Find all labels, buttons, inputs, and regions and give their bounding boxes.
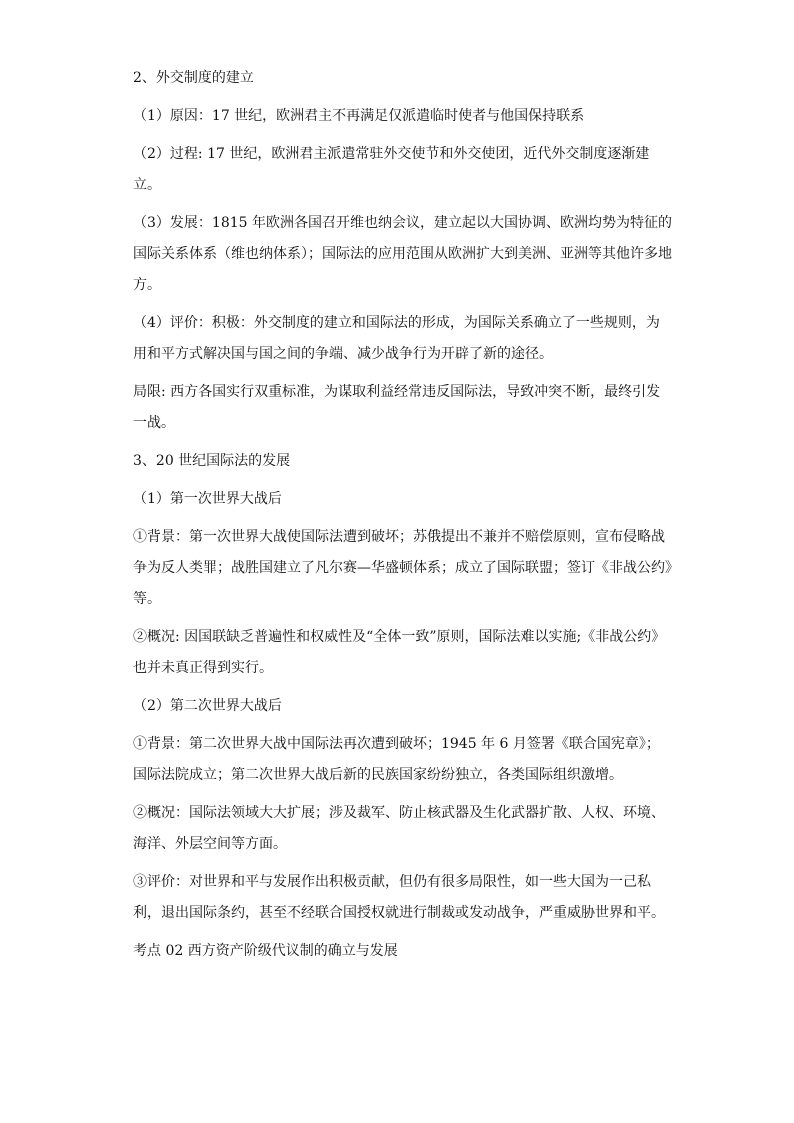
subheading-after-wwi: （1）第一次世界大战后 <box>133 491 282 507</box>
paragraph-limitation: 局限: 西方各国实行双重标准，为谋取利益经常违反国际法，导致冲突不断，最终引发一战。 <box>133 384 661 431</box>
section-heading-exam-point-02: 考点 02 西方资产阶级代议制的确立与发展 <box>133 943 398 959</box>
paragraph-process: （2）过程: 17 世纪，欧洲君主派遣常驻外交使节和外交使团，近代外交制度逐渐建立。 <box>133 146 650 193</box>
paragraph-development: （3）发展：1815 年欧洲各国召开维也纳会议，建立起以大国协调、欧洲均势为特征的国际关系体系（维也纳体系）；国际法的应用范围从欧洲扩大到美洲、亚洲等其他许多地方。 <box>133 215 672 293</box>
document-body <box>133 63 673 974</box>
paragraph-wwii-evaluation: ③评价：对世界和平与发展作出积极贡献，但仍有很多局限性，如一些大国为一己私利，退出国际条约，甚至不经联合国授权就进行制裁或发动战争，严重威胁世界和平。 <box>133 874 665 921</box>
paragraph-wwii-background: ①背景：第二次世界大战中国际法再次遭到破坏；1945 年 6 月签署《联合国宪章》；国际法院成立；第二次世界大战后新的民族国家纷纷独立，各类国际组织激增。 <box>133 736 660 783</box>
section-heading-international-law: 3、20 世纪国际法的发展 <box>133 453 291 469</box>
subheading-after-wwii: （2）第二次世界大战后 <box>133 698 282 714</box>
paragraph-cause: （1）原因：17 世纪，欧洲君主不再满足仅派遣临时使者与他国保持联系 <box>133 108 585 124</box>
paragraph-wwi-background: ①背景：第一次世界大战使国际法遭到破坏；苏俄提出不兼并不赔偿原则，宣布侵略战争为反人类罪；战胜国建立了凡尔赛—华盛顿体系；成立了国际联盟；签订《非战公约》等。 <box>133 529 672 607</box>
section-heading-diplomacy: 2、外交制度的建立 <box>133 70 254 86</box>
paragraph-wwii-overview: ②概况：国际法领域大大扩展；涉及裁军、防止核武器及生化武器扩散、人权、环境、海洋、外层空间等方面。 <box>133 805 665 852</box>
paragraph-wwi-overview: ②概况: 因国联缺乏普遍性和权威性及“全体一致”原则，国际法难以实施;《非战公约》也并未真正得到实行。 <box>133 629 666 676</box>
paragraph-evaluation: （4）评价：积极：外交制度的建立和国际法的形成，为国际关系确立了一些规则，为用和平方式解决国与国之间的争端、减少战争行为开辟了新的途径。 <box>133 315 660 362</box>
